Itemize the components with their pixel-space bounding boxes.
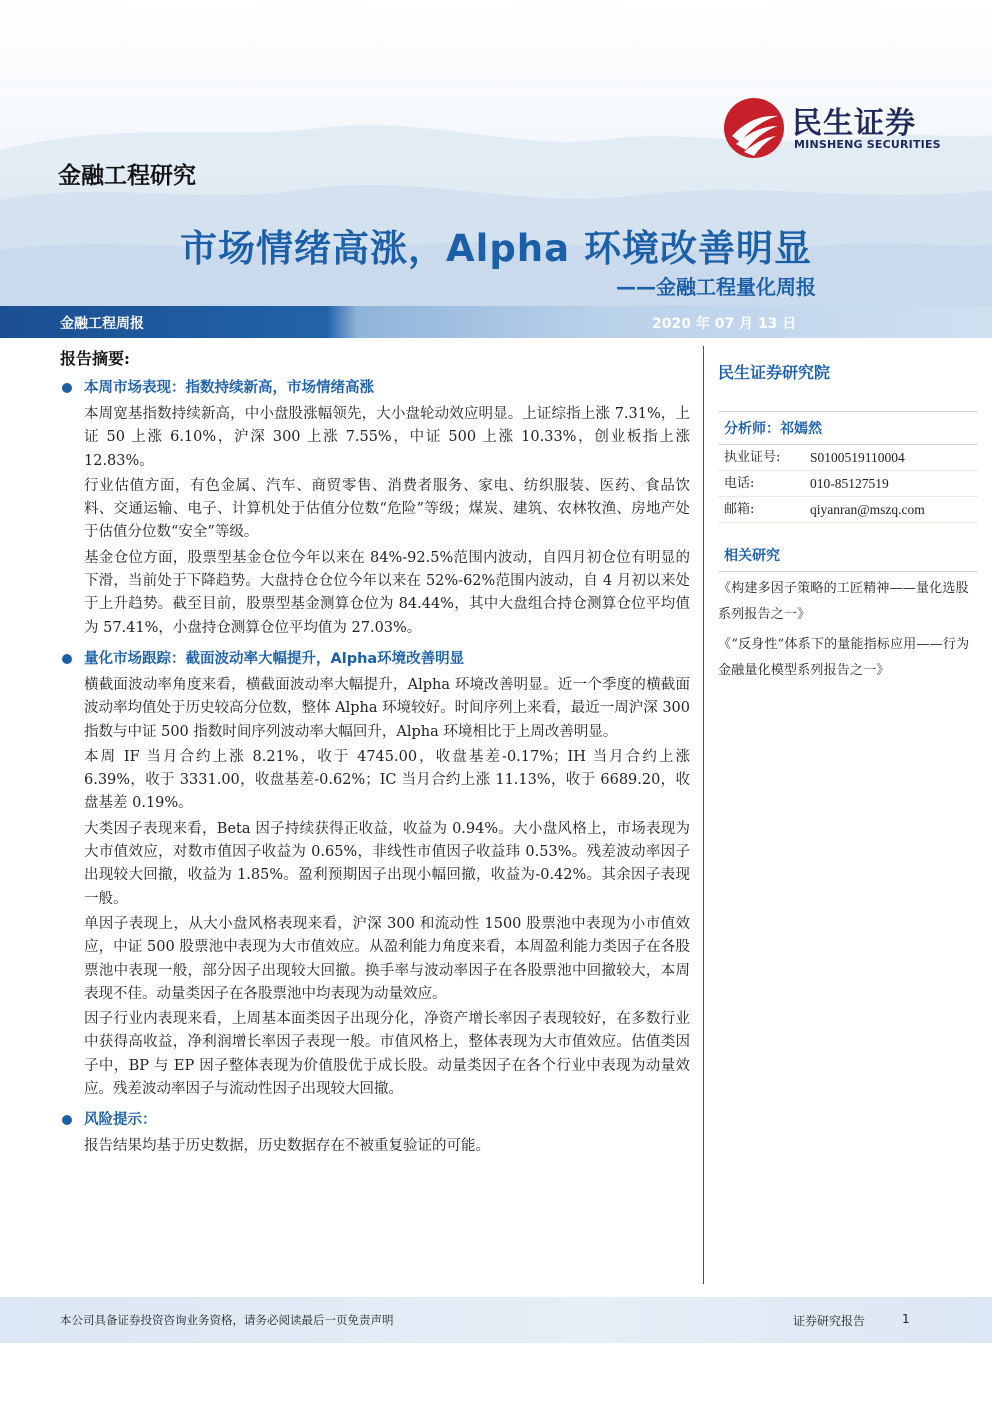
page-number: 1 bbox=[902, 1312, 910, 1326]
paragraph: 行业估值方面，有色金属、汽车、商贸零售、消费者服务、家电、纺织服装、医药、食品饮料、交通运输、电子、计算机处于估值分位数“危险”等级；煤炭、建筑、农林牧渔、房地产处于估值分位数“安全”等级。 bbox=[84, 477, 690, 541]
paragraph: 横截面波动率角度来看，横截面波动率大幅提升，Alpha 环境改善明显。近一个季度的横截面波动率均值处于历史较高分位数，整体 Alpha 环境较好。时间序列上来看，最近一周沪深 300 指数与中证 500 指数时间序列波动率大幅回升，Alpha 环境相比于上周改善明显。 bbox=[84, 676, 690, 740]
section-quant-tracking bbox=[60, 648, 690, 1101]
company-logo bbox=[722, 96, 952, 160]
report-category: 金融工程研究 bbox=[58, 163, 196, 189]
related-research-item[interactable]: 《构建多因子策略的工匠精神——量化选股系列报告之一》 bbox=[718, 581, 969, 622]
bullet-dot-icon bbox=[62, 1115, 72, 1125]
logo-name-en: MINSHENG SECURITIES bbox=[794, 138, 941, 151]
report-title: 市场情绪高涨，Alpha 环境改善明显 bbox=[180, 227, 812, 270]
paragraph: 因子行业内表现来看，上周基本面类因子出现分化，净资产增长率因子表现较好，在多数行业中获得高收益，净利润增长率因子表现一般。市值风格上，整体表现为大市值效应。估值类因子中，BP 与 EP 因子整体表现为价值股优于成长股。动量类因子在各个行业中表现为动量效应。残差波动率因子与流动性因子出现较大回撤。 bbox=[84, 1011, 690, 1098]
report-date: 2020 年 07 月 13 日 bbox=[652, 316, 797, 332]
paragraph: 本周 IF 当月合约上涨 8.21%，收于 4745.00，收盘基差-0.17%；IH 当月合约上涨 6.39%，收于 3331.00，收盘基差-0.62%；IC 当月合约上涨 11.13%，收于 6689.20，收盘基差 0.19%。 bbox=[84, 748, 690, 812]
institute-name: 民生证券研究院 bbox=[718, 363, 831, 382]
paragraph: 单因子表现上，从大小盘风格表现来看，沪深 300 和流动性 1500 股票池中表现为小市值效应，中证 500 股票池中表现为大市值效应。从盈利能力角度来看，本周盈利能力类因子在各股票池中表现一般，部分因子出现较大回撤。换手率与波动率因子在各股票池中回撤较大，本周表现不佳。动量类因子在各股票池中均表现为动量效应。 bbox=[84, 915, 690, 1002]
email-link[interactable]: qiyanran@mszq.com bbox=[810, 502, 925, 517]
summary-heading: 报告摘要: bbox=[60, 349, 130, 368]
summary-column bbox=[60, 346, 690, 1167]
logo-name-cn: 民生证券 bbox=[792, 106, 916, 141]
paragraph: 大类因子表现来看，Beta 因子持续获得正收益，收益为 0.94%。大小盘风格上，市场表现为大市值效应，对数市值因子收益为 0.65%，非线性市值因子收益玮 0.53%。残差波动率因子出现较大回撤，收益为 1.85%。盈利预期因子出现小幅回撤，收益为-0.42%。其余因子表现一般。 bbox=[84, 820, 690, 907]
bullet-dot-icon bbox=[62, 383, 72, 393]
footer-report-type: 证券研究报告 bbox=[793, 1314, 866, 1328]
related-research-item[interactable]: 《“反身性”体系下的量能指标应用——行为金融量化模型系列报告之一》 bbox=[718, 637, 970, 678]
info-row-email: 邮箱: qiyanran@mszq.com bbox=[718, 497, 978, 523]
minsheng-logo-icon bbox=[722, 96, 786, 160]
related-research-heading: 相关研究 bbox=[718, 541, 978, 572]
section-heading: 风险提示： bbox=[60, 1109, 690, 1131]
paragraph: 本周宽基指数持续新高，中小盘股涨幅领先，大小盘轮动效应明显。上证综指上涨 7.31%，上证 50 上涨 6.10%，沪深 300 上涨 7.55%，中证 500 上涨 10.33%，创业板指上涨 12.83%。 bbox=[84, 406, 690, 469]
paragraph: 基金仓位方面，股票型基金仓位今年以来在 84%-92.5%范围内波动，自四月初仓位有明显的下滑，当前处于下降趋势。大盘持仓仓位今年以来在 52%-62%范围内波动，自 4 月初以来处于上升趋势。截至目前，股票型基金测算仓位为 84.44%，其中大盘组合持仓测算仓位平均值为 57.41%，小盘持仓测算仓位平均值为 27.03%。 bbox=[84, 549, 690, 636]
page-footer bbox=[0, 1297, 992, 1343]
section-market-performance bbox=[60, 377, 690, 640]
section-risk bbox=[60, 1109, 690, 1158]
section-heading: 本周市场表现：指数持续新高，市场情绪高涨 bbox=[60, 377, 690, 399]
report-subtitle: ——金融工程量化周报 bbox=[616, 275, 816, 299]
title-band bbox=[0, 306, 992, 338]
footer-disclaimer: 本公司具备证券投资咨询业务资格，请务必阅读最后一页免责声明 bbox=[60, 1313, 394, 1327]
band-report-type: 金融工程周报 bbox=[60, 316, 144, 332]
section-heading: 量化市场跟踪：截面波动率大幅提升，Alpha环境改善明显 bbox=[60, 648, 690, 670]
paragraph: 报告结果均基于历史数据，历史数据存在不被重复验证的可能。 bbox=[84, 1138, 490, 1155]
analyst-heading: 分析师：祁嫣然 bbox=[718, 412, 978, 445]
sidebar bbox=[718, 352, 978, 684]
info-row-phone: 电话: 010-85127519 bbox=[718, 471, 978, 497]
bullet-dot-icon bbox=[62, 654, 72, 664]
analyst-box bbox=[718, 411, 978, 523]
info-row-license: 执业证号: S0100519110004 bbox=[718, 445, 978, 471]
column-divider bbox=[703, 346, 704, 1284]
